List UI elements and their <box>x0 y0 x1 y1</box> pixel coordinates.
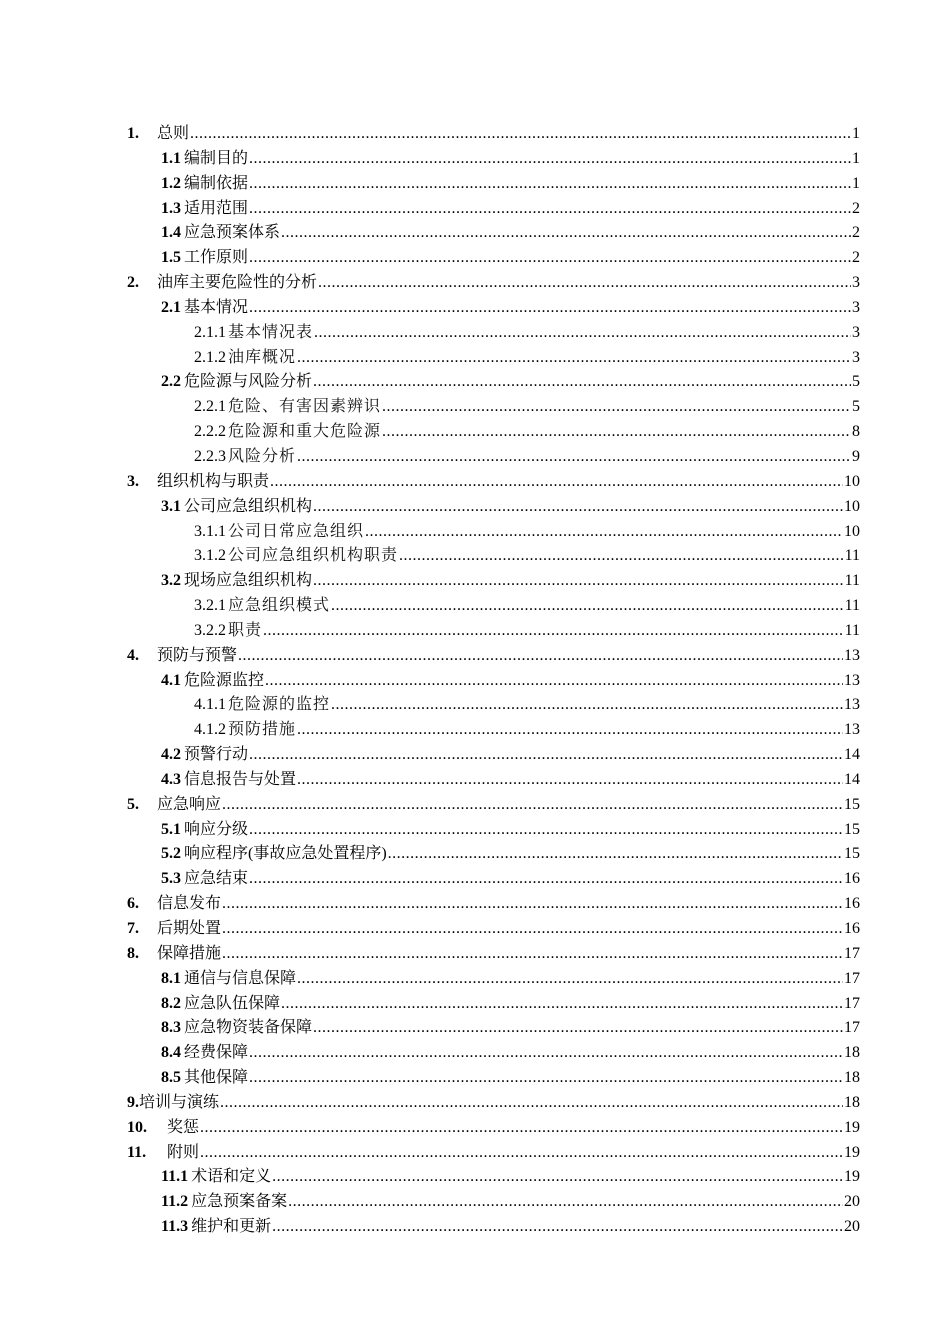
toc-entry-title: 组织机构与职责 <box>157 472 270 490</box>
toc-entry[interactable] <box>127 346 860 371</box>
toc-entry-page-number: 3 <box>852 348 860 366</box>
toc-entry-number: 2. <box>127 274 139 292</box>
toc-entry[interactable] <box>127 619 860 644</box>
toc-entry-page-number: 20 <box>844 1193 860 1211</box>
toc-entry-number: 4.1.1 <box>194 696 226 714</box>
toc-entry[interactable] <box>127 594 860 619</box>
toc-entry[interactable] <box>127 544 860 569</box>
toc-entry-title: 预警行动 <box>184 746 249 764</box>
toc-entry-page-number: 10 <box>844 497 860 515</box>
toc-dot-leader <box>382 395 851 420</box>
toc-entry[interactable] <box>127 818 860 843</box>
toc-entry-number: 5.2 <box>161 845 181 863</box>
toc-entry-number: 5.3 <box>161 870 181 888</box>
toc-entry-page-number: 19 <box>844 1118 860 1136</box>
toc-entry-page-number: 10 <box>844 472 860 490</box>
toc-entry-number: 11. <box>127 1143 147 1161</box>
toc-entry-page-number: 18 <box>844 1069 860 1087</box>
toc-entry-number: 3.2.2 <box>194 621 226 639</box>
toc-dot-leader <box>365 520 843 545</box>
toc-dot-leader <box>331 693 843 718</box>
toc-entry-title: 预防措施 <box>228 721 297 739</box>
toc-entry-page-number: 13 <box>844 696 860 714</box>
toc-dot-leader <box>249 147 851 172</box>
toc-entry-page-number: 18 <box>844 1044 860 1062</box>
toc-dot-leader <box>249 1066 843 1091</box>
toc-entry[interactable] <box>127 917 860 942</box>
toc-entry-page-number: 5 <box>852 398 860 416</box>
toc-entry-number: 2.2.2 <box>194 423 226 441</box>
toc-dot-leader <box>249 296 851 321</box>
toc-entry[interactable] <box>127 122 860 147</box>
toc-entry-number: 2.1 <box>161 298 181 316</box>
toc-entry-number: 3.1.1 <box>194 522 226 540</box>
toc-entry[interactable] <box>127 271 860 296</box>
toc-dot-leader <box>263 619 844 644</box>
toc-entry[interactable] <box>127 892 860 917</box>
toc-entry-title: 应急预案体系 <box>184 224 281 242</box>
toc-dot-leader <box>388 842 843 867</box>
toc-entry-page-number: 13 <box>844 721 860 739</box>
toc-dot-leader <box>318 271 851 296</box>
toc-entry-title: 风险分析 <box>228 447 297 465</box>
toc-entry-number: 8. <box>127 944 139 962</box>
toc-dot-leader <box>249 197 851 222</box>
toc-entry-title: 油库主要危险性的分析 <box>157 274 318 292</box>
toc-entry-number: 8.5 <box>161 1069 181 1087</box>
toc-entry-number: 3.1 <box>161 497 181 515</box>
toc-entry[interactable] <box>127 992 860 1017</box>
toc-entry-page-number: 8 <box>852 423 860 441</box>
toc-entry[interactable] <box>127 867 860 892</box>
toc-entry-page-number: 2 <box>852 199 860 217</box>
toc-dot-leader <box>222 942 843 967</box>
toc-entry-title: 公司日常应急组织 <box>228 522 365 540</box>
toc-entry-number: 7. <box>127 920 139 937</box>
toc-dot-leader <box>220 1091 843 1116</box>
toc-entry-page-number: 11 <box>844 547 860 565</box>
toc-entry-title: 培训与演练 <box>139 1093 220 1111</box>
toc-dot-leader <box>222 892 843 917</box>
toc-entry-number: 8.1 <box>161 969 181 987</box>
toc-dot-leader <box>249 743 843 768</box>
toc-entry-page-number: 16 <box>844 895 860 913</box>
toc-entry-number: 4.2 <box>161 746 181 764</box>
toc-entry-page-number: 2 <box>852 224 860 242</box>
toc-entry-title: 职责 <box>228 621 263 639</box>
toc-entry-title: 保障措施 <box>157 944 222 962</box>
toc-entry[interactable] <box>127 942 860 967</box>
toc-entry-page-number: 14 <box>844 770 860 788</box>
toc-entry-page-number: 16 <box>844 920 860 937</box>
toc-dot-leader <box>288 1190 843 1215</box>
toc-entry-page-number: 10 <box>844 522 860 540</box>
toc-entry[interactable] <box>127 718 860 743</box>
toc-dot-leader <box>297 967 843 992</box>
toc-entry-title: 维护和更新 <box>191 1218 272 1236</box>
toc-entry-page-number: 19 <box>844 1168 860 1186</box>
toc-entry-title: 危险源和重大危险源 <box>228 423 382 441</box>
toc-entry-page-number: 17 <box>844 969 860 987</box>
toc-entry-number: 8.3 <box>161 1019 181 1037</box>
toc-entry[interactable] <box>127 1091 860 1116</box>
toc-entry-title: 通信与信息保障 <box>184 969 297 987</box>
toc-dot-leader <box>281 221 851 246</box>
toc-entry-title: 其他保障 <box>184 1069 249 1087</box>
toc-entry-page-number: 13 <box>844 646 860 664</box>
toc-dot-leader <box>249 172 851 197</box>
toc-entry[interactable] <box>127 246 860 271</box>
toc-entry-number: 1.4 <box>161 224 181 242</box>
toc-entry-page-number: 5 <box>852 373 860 391</box>
toc-entry-number: 4.1 <box>161 671 181 689</box>
toc-dot-leader <box>222 917 843 942</box>
toc-dot-leader <box>249 1041 843 1066</box>
toc-entry-title: 油库概况 <box>228 348 297 366</box>
toc-entry-page-number: 1 <box>852 149 860 167</box>
toc-entry-number: 5. <box>127 795 139 813</box>
toc-entry-page-number: 3 <box>852 323 860 341</box>
toc-entry-page-number: 19 <box>844 1143 860 1161</box>
toc-entry-number: 11.2 <box>161 1193 189 1211</box>
toc-dot-leader <box>249 818 843 843</box>
toc-entry[interactable] <box>127 644 860 669</box>
toc-entry-title: 后期处置 <box>157 920 222 937</box>
toc-entry-title: 工作原则 <box>184 249 249 267</box>
toc-entry[interactable] <box>127 569 860 594</box>
toc-entry-page-number: 2 <box>852 249 860 267</box>
toc-entry[interactable] <box>127 221 860 246</box>
toc-entry-number: 2.2 <box>161 373 181 391</box>
toc-entry-number: 1.2 <box>161 174 181 192</box>
toc-entry-number: 11.3 <box>161 1218 189 1236</box>
toc-entry-number: 2.2.3 <box>194 447 226 465</box>
toc-entry-page-number: 17 <box>844 944 860 962</box>
toc-dot-leader <box>297 445 851 470</box>
toc-entry-page-number: 3 <box>852 298 860 316</box>
table-of-contents <box>127 122 860 1240</box>
toc-dot-leader <box>281 992 843 1017</box>
toc-dot-leader <box>313 370 851 395</box>
toc-dot-leader <box>297 718 843 743</box>
toc-entry-number: 8.2 <box>161 994 181 1012</box>
toc-entry-title: 公司应急组织机构职责 <box>228 547 399 565</box>
toc-entry-number: 3.1.2 <box>194 547 226 565</box>
toc-entry-page-number: 3 <box>852 274 860 292</box>
toc-entry-title: 应急响应 <box>157 795 222 813</box>
toc-entry-title: 奖惩 <box>167 1118 200 1136</box>
toc-dot-leader <box>297 346 851 371</box>
toc-entry-title: 应急物资装备保障 <box>184 1019 313 1037</box>
toc-dot-leader <box>272 1215 843 1240</box>
toc-entry-number: 8.4 <box>161 1044 181 1062</box>
toc-entry[interactable] <box>127 967 860 992</box>
toc-entry-title: 现场应急组织机构 <box>184 572 313 590</box>
toc-dot-leader <box>222 793 843 818</box>
toc-entry-title: 信息报告与处置 <box>184 770 297 788</box>
toc-entry-page-number: 1 <box>852 125 860 142</box>
toc-entry[interactable] <box>127 1041 860 1066</box>
toc-entry-page-number: 11 <box>844 621 860 639</box>
toc-entry-title: 应急组织模式 <box>228 597 331 615</box>
toc-entry[interactable] <box>127 1190 860 1215</box>
toc-entry[interactable] <box>127 1141 860 1166</box>
toc-entry-number: 3. <box>127 472 139 490</box>
toc-entry-title: 响应程序(事故应急处置程序) <box>184 845 387 863</box>
toc-entry-number: 1.5 <box>161 249 181 267</box>
toc-entry[interactable] <box>127 197 860 222</box>
toc-entry[interactable] <box>127 1016 860 1041</box>
toc-entry[interactable] <box>127 445 860 470</box>
toc-entry[interactable] <box>127 793 860 818</box>
toc-entry-page-number: 13 <box>844 671 860 689</box>
toc-entry-number: 2.2.1 <box>194 398 226 416</box>
toc-dot-leader <box>272 1165 843 1190</box>
toc-entry[interactable] <box>127 172 860 197</box>
toc-entry-page-number: 20 <box>844 1218 860 1236</box>
toc-entry[interactable] <box>127 1165 860 1190</box>
toc-entry[interactable] <box>127 693 860 718</box>
toc-dot-leader <box>313 1016 843 1041</box>
toc-entry[interactable] <box>127 420 860 445</box>
toc-entry[interactable] <box>127 768 860 793</box>
toc-entry[interactable] <box>127 296 860 321</box>
toc-entry-title: 附则 <box>167 1143 200 1161</box>
toc-entry[interactable] <box>127 1215 860 1240</box>
toc-entry[interactable] <box>127 1116 860 1141</box>
toc-entry-page-number: 16 <box>844 870 860 888</box>
toc-entry-number: 11.1 <box>161 1168 189 1186</box>
toc-dot-leader <box>190 122 851 147</box>
toc-entry-number: 10. <box>127 1118 147 1136</box>
toc-entry-number: 3.2 <box>161 572 181 590</box>
toc-entry[interactable] <box>127 321 860 346</box>
toc-entry-number: 2.1.2 <box>194 348 226 366</box>
toc-entry-number: 2.1.1 <box>194 323 226 341</box>
toc-entry-title: 信息发布 <box>157 895 222 913</box>
toc-entry-page-number: 1 <box>852 174 860 192</box>
toc-entry-title: 危险源与风险分析 <box>184 373 313 391</box>
toc-entry-page-number: 11 <box>844 572 860 590</box>
toc-dot-leader <box>313 495 843 520</box>
toc-entry[interactable] <box>127 1066 860 1091</box>
toc-dot-leader <box>399 544 844 569</box>
toc-entry-title: 应急队伍保障 <box>184 994 281 1012</box>
toc-dot-leader <box>270 470 843 495</box>
toc-entry-title: 基本情况表 <box>228 323 314 341</box>
toc-entry-title: 预防与预警 <box>157 646 238 664</box>
toc-entry-title: 响应分级 <box>184 820 249 838</box>
toc-dot-leader <box>200 1116 843 1141</box>
toc-entry-title: 术语和定义 <box>191 1168 272 1186</box>
toc-entry-title: 编制依据 <box>184 174 249 192</box>
toc-dot-leader <box>382 420 851 445</box>
toc-entry[interactable] <box>127 842 860 867</box>
toc-dot-leader <box>238 644 843 669</box>
toc-entry-page-number: 14 <box>844 746 860 764</box>
toc-entry-number: 1.3 <box>161 199 181 217</box>
toc-dot-leader <box>297 768 843 793</box>
toc-entry[interactable] <box>127 370 860 395</box>
toc-dot-leader <box>249 867 843 892</box>
toc-entry-number: 4.1.2 <box>194 721 226 739</box>
toc-entry-number: 6. <box>127 895 139 913</box>
toc-entry-title: 基本情况 <box>184 298 249 316</box>
toc-entry-number: 4. <box>127 646 139 664</box>
toc-dot-leader <box>313 569 844 594</box>
toc-entry-title: 总则 <box>157 125 190 142</box>
toc-entry-page-number: 17 <box>844 1019 860 1037</box>
toc-entry-title: 危险源的监控 <box>228 696 331 714</box>
toc-entry[interactable] <box>127 520 860 545</box>
toc-entry[interactable] <box>127 395 860 420</box>
toc-entry-number: 9. <box>127 1093 139 1111</box>
toc-entry-number: 1. <box>127 125 139 142</box>
toc-entry[interactable] <box>127 495 860 520</box>
toc-entry-page-number: 18 <box>844 1093 860 1111</box>
toc-entry-title: 危险、有害因素辨识 <box>228 398 382 416</box>
toc-entry[interactable] <box>127 743 860 768</box>
toc-entry-number: 1.1 <box>161 149 181 167</box>
toc-dot-leader <box>331 594 844 619</box>
toc-entry-number: 3.2.1 <box>194 597 226 615</box>
toc-entry-title: 适用范围 <box>184 199 249 217</box>
toc-entry[interactable] <box>127 147 860 172</box>
toc-dot-leader <box>200 1141 843 1166</box>
toc-dot-leader <box>314 321 851 346</box>
toc-entry-page-number: 15 <box>844 795 860 813</box>
toc-entry-title: 公司应急组织机构 <box>184 497 313 515</box>
toc-entry-title: 编制目的 <box>184 149 249 167</box>
toc-entry-page-number: 15 <box>844 820 860 838</box>
toc-entry-page-number: 11 <box>844 597 860 615</box>
toc-dot-leader <box>249 246 851 271</box>
toc-entry-page-number: 17 <box>844 994 860 1012</box>
toc-entry-title: 应急预案备案 <box>191 1193 288 1211</box>
toc-entry[interactable] <box>127 669 860 694</box>
toc-entry-page-number: 15 <box>844 845 860 863</box>
toc-entry[interactable] <box>127 470 860 495</box>
toc-entry-title: 应急结束 <box>184 870 249 888</box>
toc-dot-leader <box>265 669 843 694</box>
toc-entry-title: 危险源监控 <box>184 671 265 689</box>
toc-entry-number: 5.1 <box>161 820 181 838</box>
toc-entry-title: 经费保障 <box>184 1044 249 1062</box>
toc-entry-number: 4.3 <box>161 770 181 788</box>
toc-entry-page-number: 9 <box>852 447 860 465</box>
